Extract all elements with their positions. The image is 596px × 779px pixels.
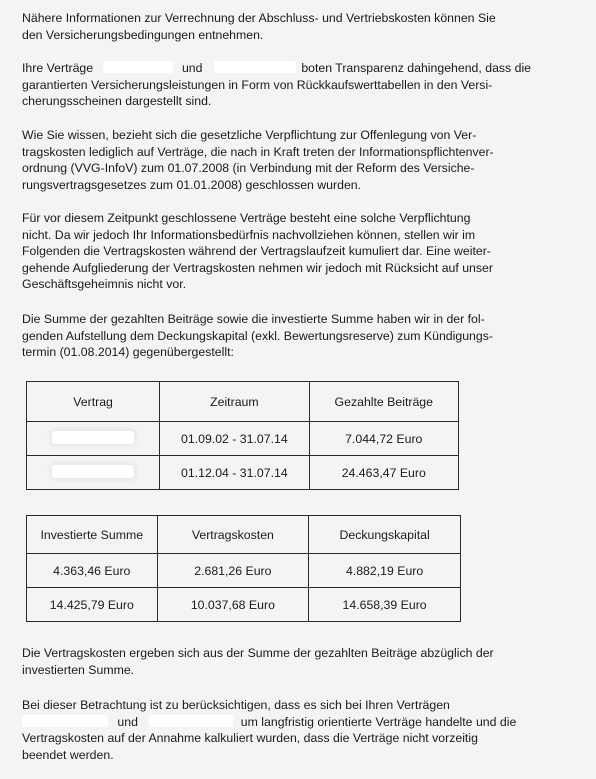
paragraph-3: Wie Sie wissen, bezieht sich die gesetzliche Verpflichtung zur Offenlegung von Ver- tragskosten lediglich auf Verträge, die nach in Kraft treten der Informationspflichtenver- ordnung (VVG-InfoV) zum 01.07.2008 (in Verbindung mit der Reform des Versiche- rungsvertragsgesetzes zum 01.01.2008) geschlossen wurden. <box>22 128 494 192</box>
redacted-contract-name <box>214 61 296 73</box>
table-cell: 4.363,46 Euro <box>27 554 158 588</box>
paragraph-7: Bei dieser Betrachtung ist zu berücksichtigen, dass es sich bei Ihren Verträgen und um langfristig orientierte Verträge handelte und die Vertragskosten auf der Annahme kalkuliert wurden, dass die Verträge nicht vorzeitig beendet werden. <box>22 698 517 762</box>
paragraph-4: Für vor diesem Zeitpunkt geschlossene Verträge besteht eine solche Verpflichtung nicht. Da wir jedoch Ihr Informationsbedürfnis nachvollziehen können, stellen wir im Folgenden die Vertragskosten während der Vertragslaufzeit kumuliert dar. Eine weiter- gehende Aufgliederung der Vertragskosten nehmen wir jedoch mit Rücksicht auf unser Geschäftsgeheimnis nicht vor. <box>22 211 493 292</box>
table-row <box>27 456 459 490</box>
costs-table <box>26 515 461 622</box>
table-cell: 01.12.04 - 31.07.14 <box>160 456 309 490</box>
table-cell: 2.681,26 Euro <box>157 554 309 588</box>
paragraph-5: Die Summe der gezahlten Beiträge sowie die investierte Summe haben wir in der fol- genden Aufstellung dem Deckungskapital (exkl. Bewertungsreserve) zum Kündigungs- termin (01.08.2014) gegenübergestellt: <box>22 312 493 360</box>
table-cell: 14.425,79 Euro <box>27 588 158 622</box>
table-header-row <box>27 516 461 554</box>
column-header: Vertrag <box>27 382 160 422</box>
table-header-row <box>27 382 459 422</box>
table-cell: 7.044,72 Euro <box>309 422 458 456</box>
table-cell: 24.463,47 Euro <box>309 456 458 490</box>
table-cell: 4.882,19 Euro <box>309 554 461 588</box>
paragraph-6: Die Vertragskosten ergeben sich aus der Summe der gezahlten Beiträge abzüglich der investierten Summe. <box>22 646 494 677</box>
column-header: Vertragskosten <box>157 516 309 554</box>
column-header: Zeitraum <box>160 382 309 422</box>
table-row <box>27 422 459 456</box>
column-header: Investierte Summe <box>27 516 158 554</box>
redacted-contract-number <box>52 431 134 444</box>
redacted-contract-cell <box>27 422 160 456</box>
redacted-contract-name <box>149 715 233 727</box>
redacted-contract-name <box>103 61 173 73</box>
paragraph-2: Ihre Verträge und boten Transparenz dahingehend, dass die garantierten Versicherungsleistungen in Form von Rückkaufswerttabellen in den Versi- cherungsscheinen dargestellt sind. <box>22 61 532 109</box>
redacted-contract-cell <box>27 456 160 490</box>
contributions-table <box>26 381 459 490</box>
column-header: Deckungskapital <box>309 516 461 554</box>
column-header: Gezahlte Beiträge <box>309 382 458 422</box>
table-cell: 01.09.02 - 31.07.14 <box>160 422 309 456</box>
redacted-contract-name <box>22 715 108 727</box>
table-row <box>27 554 461 588</box>
table-cell: 14.658,39 Euro <box>309 588 461 622</box>
table-cell: 10.037,68 Euro <box>157 588 309 622</box>
paragraph-1: Nähere Informationen zur Verrechnung der Abschluss- und Vertriebskosten können Sie den Versicherungsbedingungen entnehmen. <box>22 11 496 42</box>
table-row <box>27 588 461 622</box>
redacted-contract-number <box>52 465 134 478</box>
